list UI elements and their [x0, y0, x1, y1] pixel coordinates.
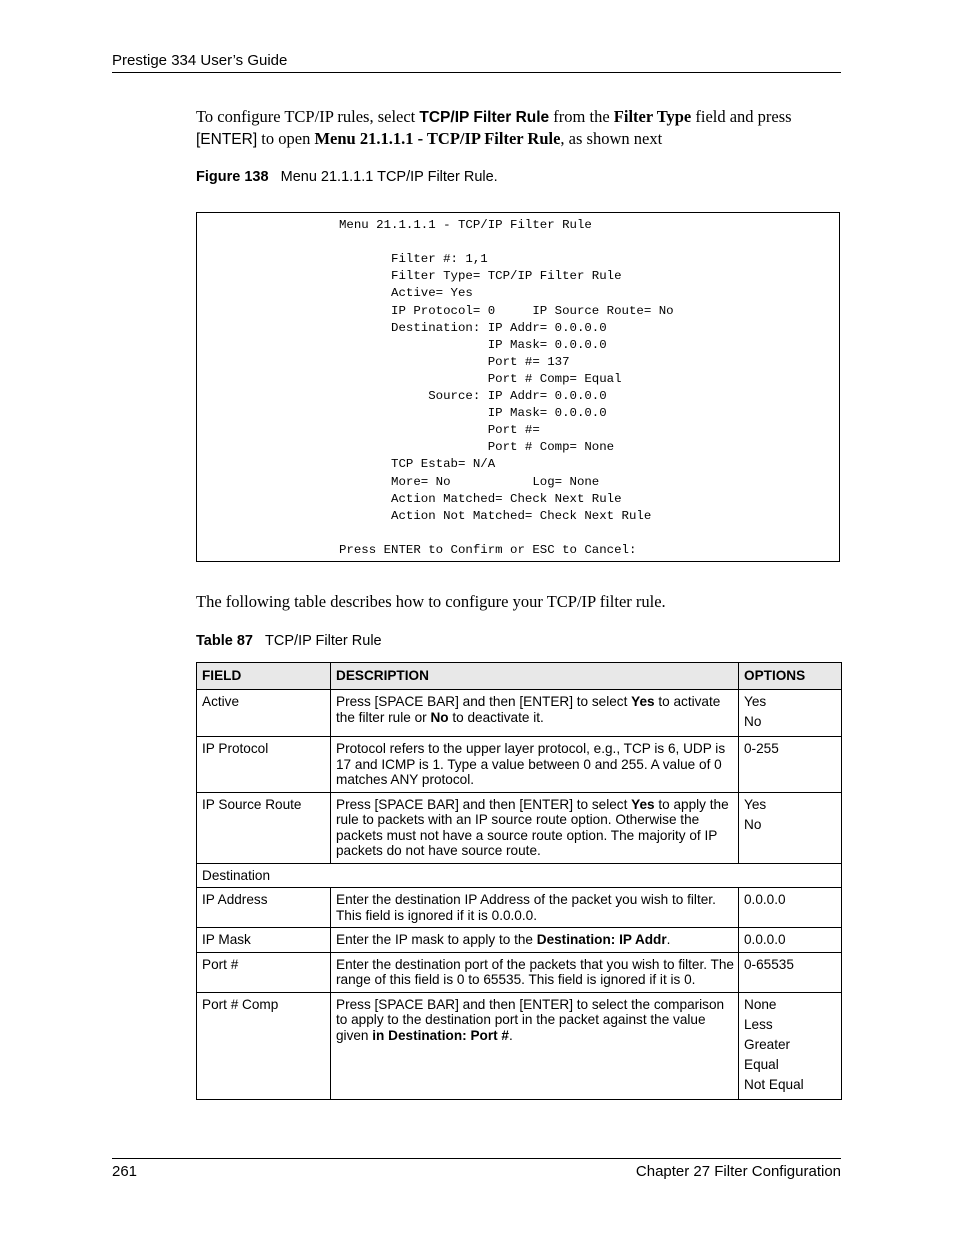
- intro-text: , as shown next: [560, 129, 663, 148]
- option-value: Less: [744, 1016, 773, 1032]
- options-cell: [739, 690, 842, 737]
- table-row: [197, 888, 842, 928]
- intro-text: from the: [549, 107, 614, 126]
- body-paragraph: The following table describes how to configure your TCP/IP filter rule.: [196, 592, 666, 611]
- figure-caption: [196, 169, 498, 185]
- menu-line: Source: IP Addr= 0.0.0.0: [339, 389, 607, 403]
- description-text: .: [666, 932, 671, 947]
- description-cell: [331, 992, 739, 1099]
- table-caption: [196, 633, 382, 649]
- intro-key: [ENTER]: [196, 131, 258, 148]
- menu-line: Port # Comp= Equal: [339, 371, 622, 386]
- options-cell: 0.0.0.0: [739, 888, 842, 928]
- header-options: OPTIONS: [739, 663, 842, 690]
- options-cell: [739, 792, 842, 863]
- option-value: No: [744, 714, 762, 729]
- description-cell: Enter the destination port of the packets that you wish to filter. The range of this field is 0 to 65535. This field is ignored if it is 0.: [331, 952, 739, 992]
- description-text: Press [SPACE BAR] and then [ENTER] to select: [336, 694, 632, 709]
- description-bold: in Destination: Port #: [372, 1027, 509, 1043]
- field-cell: IP Protocol: [197, 737, 331, 793]
- description-cell: [331, 690, 739, 737]
- figure-title: Menu 21.1.1.1 TCP/IP Filter Rule.: [280, 169, 498, 185]
- menu-line: Port # Comp= None: [339, 440, 615, 455]
- option-value: Equal: [744, 1056, 779, 1072]
- intro-paragraph: [196, 106, 841, 150]
- field-cell: IP Mask: [197, 928, 331, 953]
- description-text: to activate the filter rule or: [336, 694, 721, 725]
- chapter-title: Chapter 27 Filter Configuration: [635, 1163, 841, 1180]
- options-cell: [739, 992, 842, 1099]
- menu-line: More= No Log= None: [339, 474, 600, 489]
- intro-bold: Menu 21.1.1.1 - TCP/IP Filter Rule: [314, 129, 561, 148]
- field-cell: Active: [197, 690, 331, 737]
- description-bold: Destination: IP Addr: [536, 932, 667, 947]
- menu-line: Press ENTER to Confirm or ESC to Cancel:: [339, 542, 637, 557]
- page-number: 261: [112, 1163, 138, 1180]
- menu-line: Active= Yes: [339, 286, 473, 301]
- table-row: [197, 992, 842, 1099]
- menu-line: Filter Type= TCP/IP Filter Rule: [339, 269, 622, 284]
- page-footer: [112, 1158, 841, 1185]
- table-row: [197, 737, 842, 793]
- menu-line: IP Mask= 0.0.0.0: [339, 406, 607, 421]
- menu-line: IP Protocol= 0 IP Source Route= No: [339, 303, 674, 318]
- header-title: Prestige 334 User’s Guide: [112, 52, 288, 69]
- menu-line: Port #= 137: [339, 354, 570, 369]
- menu-line: Action Matched= Check Next Rule: [339, 491, 622, 506]
- description-bold: No: [430, 709, 449, 725]
- description-bold: Yes: [631, 694, 655, 709]
- table-row: [197, 792, 842, 863]
- description-text: to apply the rule to packets with an IP source route option. Otherwise the packets must not have a source route option. The majority of IP packets do not have source route.: [336, 796, 729, 858]
- options-cell: 0-65535: [739, 952, 842, 992]
- filter-rule-table: [196, 662, 842, 1100]
- menu-screen: [196, 212, 840, 562]
- option-value: No: [744, 816, 762, 832]
- intro-text: to open: [257, 129, 315, 148]
- options-cell: 0-255: [739, 737, 842, 793]
- description-cell: [331, 928, 739, 953]
- header-field: FIELD: [197, 663, 331, 690]
- intro-bold: TCP/IP Filter Rule: [419, 109, 550, 126]
- menu-line: Menu 21.1.1.1 - TCP/IP Filter Rule: [339, 218, 592, 232]
- table-row: [197, 690, 842, 737]
- menu-line: TCP Estab= N/A: [339, 457, 496, 472]
- description-cell: Enter the destination IP Address of the packet you wish to filter. This field is ignored if it is 0.0.0.0.: [331, 888, 739, 928]
- description-text: Press [SPACE BAR] and then [ENTER] to select the comparison to apply to the destination port in the packet against the value given: [336, 996, 725, 1043]
- description-text: Enter the IP mask to apply to the: [336, 932, 537, 947]
- field-cell: IP Address: [197, 888, 331, 928]
- description-cell: [331, 792, 739, 863]
- intro-text: field and press: [691, 107, 792, 126]
- options-cell: 0.0.0.0: [739, 928, 842, 953]
- table-row: [197, 952, 842, 992]
- option-value: None: [744, 996, 777, 1012]
- option-value: Yes: [744, 796, 767, 812]
- description-bold: Yes: [631, 796, 655, 812]
- intro-bold: Filter Type: [613, 107, 692, 126]
- menu-line: IP Mask= 0.0.0.0: [339, 337, 607, 352]
- description-text: .: [508, 1027, 513, 1043]
- description-text: Press [SPACE BAR] and then [ENTER] to select: [336, 796, 632, 812]
- figure-label: Figure 138: [196, 169, 269, 185]
- field-cell: Port #: [197, 952, 331, 992]
- table-header-row: [197, 663, 842, 690]
- section-cell: Destination: [197, 863, 842, 888]
- description-text: to deactivate it.: [448, 709, 544, 725]
- option-value: Greater: [744, 1036, 791, 1052]
- field-cell: Port # Comp: [197, 992, 331, 1099]
- field-cell: IP Source Route: [197, 792, 331, 863]
- menu-line: Destination: IP Addr= 0.0.0.0: [339, 320, 607, 335]
- table-section-row: [197, 863, 842, 888]
- header-description: DESCRIPTION: [331, 663, 739, 690]
- menu-line: Action Not Matched= Check Next Rule: [339, 508, 652, 523]
- page-header: [112, 50, 841, 73]
- option-value: Yes: [744, 694, 767, 709]
- table-row: [197, 928, 842, 953]
- table-title: TCP/IP Filter Rule: [265, 633, 382, 649]
- option-value: Not Equal: [744, 1076, 804, 1092]
- menu-line: Filter #: 1,1: [339, 252, 488, 267]
- intro-text: To configure TCP/IP rules, select: [196, 107, 420, 126]
- table-label: Table 87: [196, 633, 253, 649]
- menu-line: Port #=: [339, 423, 540, 438]
- description-cell: Protocol refers to the upper layer protocol, e.g., TCP is 6, UDP is 17 and ICMP is 1. Type a value between 0 and 255. A value of 0 matches ANY protocol.: [331, 737, 739, 793]
